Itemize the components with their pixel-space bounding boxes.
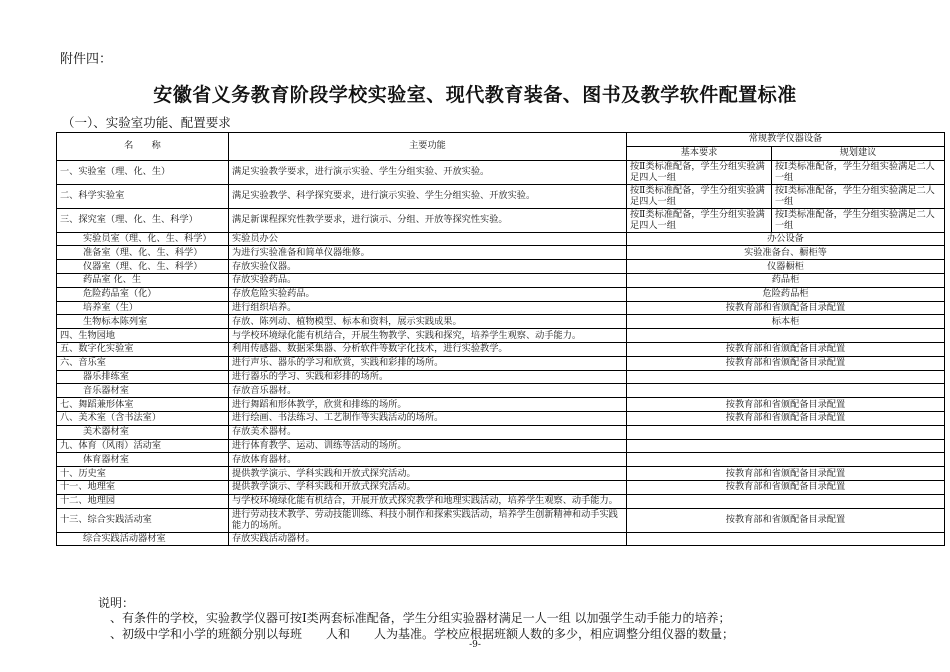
cell-function: 进行器乐的学习、实践和彩排的场所。 xyxy=(229,370,627,384)
cell-name: 十、历史室 xyxy=(57,467,229,481)
cell-function: 进行声乐、器乐的学习和欣赏，实践和彩排的场所。 xyxy=(229,356,627,370)
table-header xyxy=(57,133,945,161)
cell-equipment: 按教育部和省颁配备目录配置 xyxy=(627,480,945,494)
cell-equipment: 危险药品柜 xyxy=(627,287,945,301)
cell-function: 实验员办公 xyxy=(229,232,627,246)
table-row xyxy=(57,329,945,343)
header-equipment: 常规教学仪器设备 xyxy=(627,133,945,147)
cell-name: 器乐排练室 xyxy=(57,370,229,384)
cell-planning: 按Ⅰ类标准配备，学生分组实验满足二人一组 xyxy=(772,208,945,232)
cell-equipment: 实验准备台、橱柜等 xyxy=(627,246,945,260)
cell-name: 二、科学实验室 xyxy=(57,184,229,208)
config-table xyxy=(56,132,945,546)
cell-name: 十二、地理园 xyxy=(57,494,229,508)
document-title: 安徽省义务教育阶段学校实验室、现代教育装备、图书及教学软件配置标准 xyxy=(153,84,797,106)
cell-equipment xyxy=(627,453,945,467)
cell-equipment xyxy=(627,494,945,508)
cell-name: 音乐器材室 xyxy=(57,384,229,398)
table-row xyxy=(57,301,945,315)
header-planning: 规划建议 xyxy=(772,146,945,160)
header-basic: 基本要求 xyxy=(627,146,772,160)
cell-equipment xyxy=(627,425,945,439)
cell-equipment: 按教育部和省颁配备目录配置 xyxy=(627,508,945,532)
cell-name: 七、舞蹈兼形体室 xyxy=(57,398,229,412)
cell-function: 提供教学演示、学科实践和开放式探究活动。 xyxy=(229,467,627,481)
cell-function: 进行体育教学、运动、训练等活动的场所。 xyxy=(229,439,627,453)
cell-name: 仪器室（理、化、生、科学） xyxy=(57,260,229,274)
cell-function: 存放、陈列动、植物模型、标本和资料，展示实践成果。 xyxy=(229,315,627,329)
attachment-label: 附件四： xyxy=(60,52,113,67)
table-row xyxy=(57,508,945,532)
cell-equipment: 药品柜 xyxy=(627,273,945,287)
cell-equipment: 标本柜 xyxy=(627,315,945,329)
cell-name: 一、实验室（理、化、生） xyxy=(57,160,229,184)
table-row xyxy=(57,370,945,384)
cell-equipment: 按教育部和省颁配备目录配置 xyxy=(627,411,945,425)
cell-function: 存放体育器材。 xyxy=(229,453,627,467)
cell-equipment: 按教育部和省颁配备目录配置 xyxy=(627,301,945,315)
cell-equipment: 办公设备 xyxy=(627,232,945,246)
cell-function: 利用传感器、数据采集器、分析软件等数字化技术，进行实验教学。 xyxy=(229,342,627,356)
table-row xyxy=(57,184,945,208)
cell-name: 危险药品室（化） xyxy=(57,287,229,301)
cell-name: 十三、综合实践活动室 xyxy=(57,508,229,532)
cell-name: 生物标本陈列室 xyxy=(57,315,229,329)
cell-function: 进行舞蹈和形体教学，欣赏和排练的场所。 xyxy=(229,398,627,412)
cell-name: 培养室（生） xyxy=(57,301,229,315)
cell-function: 与学校环境绿化能有机结合，开展开放式探究教学和地理实践活动，培养学生观察、动手能力。 xyxy=(229,494,627,508)
cell-name: 准备室（理、化、生、科学） xyxy=(57,246,229,260)
table-row xyxy=(57,532,945,546)
table-row xyxy=(57,273,945,287)
table-row xyxy=(57,480,945,494)
cell-planning: 按Ⅰ类标准配备，学生分组实验满足二人一组 xyxy=(772,184,945,208)
cell-equipment xyxy=(627,329,945,343)
cell-equipment: 按教育部和省颁配备目录配置 xyxy=(627,342,945,356)
table-row xyxy=(57,398,945,412)
cell-name: 八、美术室（含书法室） xyxy=(57,411,229,425)
table-row xyxy=(57,287,945,301)
cell-function: 进行绘画、书法练习、工艺制作等实践活动的场所。 xyxy=(229,411,627,425)
table-row xyxy=(57,160,945,184)
table-row xyxy=(57,356,945,370)
cell-name: 三、探究室（理、化、生、科学） xyxy=(57,208,229,232)
note-line-1: 、有条件的学校，实验教学仪器可按Ⅰ类两套标准配备，学生分组实验器材满足一人一组 以加强学生动手能力的培养； xyxy=(110,611,731,625)
cell-equipment xyxy=(627,384,945,398)
cell-function: 存放美术器材。 xyxy=(229,425,627,439)
cell-function: 为进行实验准备和简单仪器维修。 xyxy=(229,246,627,260)
cell-function: 满足新课程探究性教学要求，进行演示、分组、开放等探究性实验。 xyxy=(229,208,627,232)
cell-basic: 按Ⅱ类标准配备，学生分组实验满足四人一组 xyxy=(627,184,772,208)
cell-name: 九、体育（风雨）活动室 xyxy=(57,439,229,453)
cell-equipment: 按教育部和省颁配备目录配置 xyxy=(627,356,945,370)
table-row xyxy=(57,342,945,356)
cell-basic: 按Ⅱ类标准配备，学生分组实验满足四人一组 xyxy=(627,160,772,184)
cell-name: 十一、地理室 xyxy=(57,480,229,494)
cell-name: 美术器材室 xyxy=(57,425,229,439)
cell-function: 存放实践活动器材。 xyxy=(229,532,627,546)
cell-equipment: 按教育部和省颁配备目录配置 xyxy=(627,467,945,481)
cell-function: 与学校环境绿化能有机结合，开展生物教学、实践和探究，培养学生观察、动手能力。 xyxy=(229,329,627,343)
notes-label: 说明： xyxy=(98,596,135,610)
cell-name: 五、数字化实验室 xyxy=(57,342,229,356)
cell-name: 药品室 化、生 xyxy=(57,273,229,287)
cell-name: 实验员室（理、化、生、科学） xyxy=(57,232,229,246)
table-row xyxy=(57,467,945,481)
cell-basic: 按Ⅱ类标准配备，学生分组实验满足四人一组 xyxy=(627,208,772,232)
cell-equipment: 仪器橱柜 xyxy=(627,260,945,274)
table-row xyxy=(57,425,945,439)
note-line-2: 、初级中学和小学的班额分别以每班 人和 人为基准。学校应根据班额人数的多少，相应调整分组仪器的数量； xyxy=(110,627,735,641)
cell-equipment xyxy=(627,439,945,453)
table-row xyxy=(57,384,945,398)
cell-function: 存放危险实验药品。 xyxy=(229,287,627,301)
table-row xyxy=(57,453,945,467)
cell-name: 四、生物园地 xyxy=(57,329,229,343)
cell-function: 进行劳动技术教学、劳动技能训练、科技小制作和探索实践活动，培养学生创新精神和动手实践能力的场所。 xyxy=(229,508,627,532)
cell-function: 进行组织培养。 xyxy=(229,301,627,315)
table-row xyxy=(57,246,945,260)
cell-function: 满足实验教学、科学探究要求，进行演示实验、学生分组实验、开放实验。 xyxy=(229,184,627,208)
cell-function: 满足实验教学要求，进行演示实验、学生分组实验、开放实验。 xyxy=(229,160,627,184)
table-row xyxy=(57,232,945,246)
header-name: 名 称 xyxy=(57,133,229,161)
cell-function: 提供教学演示、学科实践和开放式探究活动。 xyxy=(229,480,627,494)
section-title: （一）、实验室功能、配置要求 xyxy=(62,115,231,130)
table-row xyxy=(57,315,945,329)
table-row xyxy=(57,411,945,425)
table-row xyxy=(57,494,945,508)
cell-function: 存放实验药品。 xyxy=(229,273,627,287)
cell-equipment xyxy=(627,532,945,546)
cell-function: 存放音乐器材。 xyxy=(229,384,627,398)
cell-planning: 按Ⅰ类标准配备，学生分组实验满足二人一组 xyxy=(772,160,945,184)
cell-function: 存放实验仪器。 xyxy=(229,260,627,274)
cell-name: 综合实践活动器材室 xyxy=(57,532,229,546)
table-row xyxy=(57,439,945,453)
cell-equipment xyxy=(627,370,945,384)
cell-name: 体育器材室 xyxy=(57,453,229,467)
table-row xyxy=(57,208,945,232)
table-body xyxy=(57,160,945,546)
cell-equipment: 按教育部和省颁配备目录配置 xyxy=(627,398,945,412)
header-function: 主要功能 xyxy=(229,133,627,161)
table-row xyxy=(57,260,945,274)
page-number: -9- xyxy=(469,640,481,650)
cell-name: 六、音乐室 xyxy=(57,356,229,370)
